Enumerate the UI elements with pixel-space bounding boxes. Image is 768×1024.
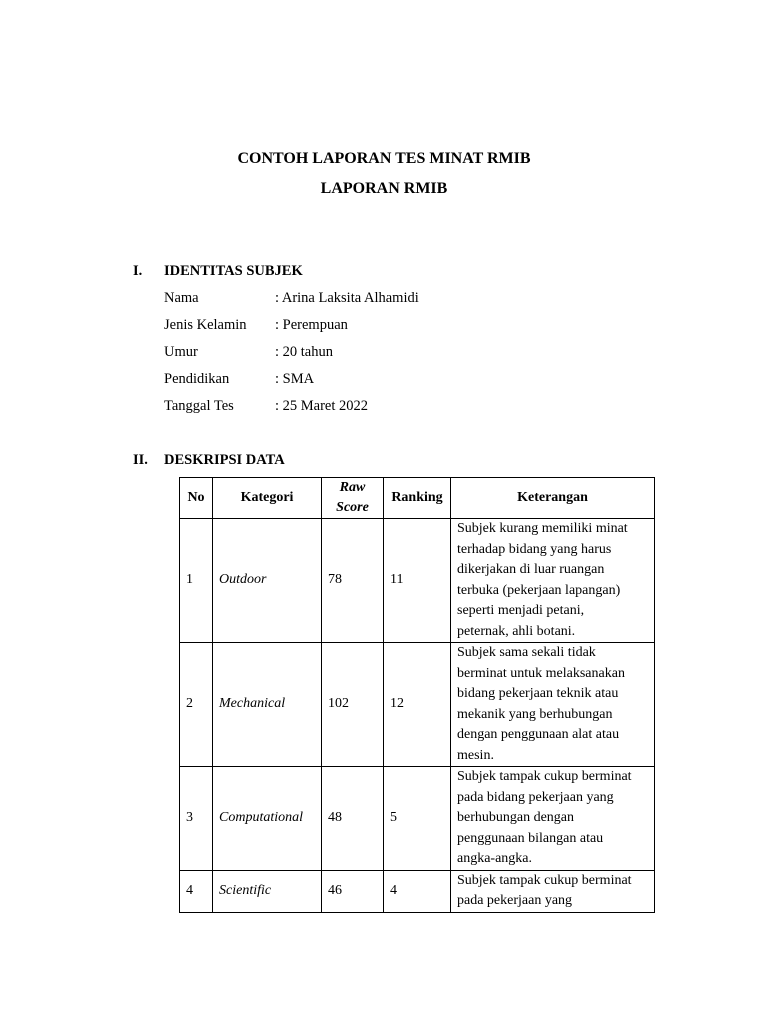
cell-kategori: Outdoor: [213, 519, 322, 643]
cell-kategori: Mechanical: [213, 643, 322, 767]
identity-label: Pendidikan: [164, 371, 230, 387]
cell-raw-score: 48: [322, 767, 384, 871]
identity-value: : Perempuan: [275, 317, 348, 333]
identity-label: Tanggal Tes: [164, 398, 234, 414]
identity-row-pendidikan: [164, 370, 314, 388]
keterangan-line: berminat untuk melaksanakan: [457, 665, 625, 681]
cell-raw-score: 78: [322, 519, 384, 643]
identity-row-jenis-kelamin: [164, 316, 348, 334]
cell-no: 4: [180, 870, 213, 912]
header-raw-line2: Score: [336, 500, 369, 515]
keterangan-line: dengan penggunaan alat atau: [457, 727, 620, 742]
keterangan-line: mekanik yang berhubungan: [457, 706, 613, 722]
table-row: [180, 870, 655, 912]
header-raw-line1: Raw: [339, 480, 366, 495]
header-no: No: [180, 478, 213, 519]
keterangan-line: Subjek tampak cukup berminat: [457, 872, 632, 888]
identity-value: : SMA: [275, 371, 315, 387]
cell-raw-score: 102: [322, 643, 384, 767]
header-raw-score: [322, 478, 384, 519]
keterangan-line: pada bidang pekerjaan yang: [457, 789, 614, 805]
keterangan-line: Subjek kurang memiliki minat: [457, 521, 628, 536]
cell-ranking: 12: [384, 643, 451, 767]
identity-row-nama: [164, 289, 419, 307]
header-keterangan: Keterangan: [451, 478, 655, 519]
identity-value: : Arina Laksita Alhamidi: [275, 290, 419, 306]
identity-label: Jenis Kelamin: [164, 317, 247, 333]
keterangan-line: Subjek tampak cukup berminat: [457, 769, 632, 784]
cell-no: 2: [180, 643, 213, 767]
cell-ranking: 5: [384, 767, 451, 871]
cell-keterangan: [451, 767, 655, 871]
cell-keterangan: [451, 519, 655, 643]
identity-label: Umur: [164, 344, 198, 360]
keterangan-line: seperti menjadi petani,: [457, 603, 585, 618]
section-identitas-heading: [133, 262, 303, 280]
keterangan-line: terbuka (pekerjaan lapangan): [457, 582, 621, 598]
cell-kategori: Computational: [213, 767, 322, 871]
cell-keterangan: [451, 643, 655, 767]
section-number: II.: [133, 452, 148, 468]
table-row: [180, 767, 655, 871]
keterangan-line: angka-angka.: [457, 851, 533, 866]
section-title: DESKRIPSI DATA: [164, 452, 285, 468]
table-row: [180, 643, 655, 767]
cell-no: 3: [180, 767, 213, 871]
identity-row-tanggal-tes: [164, 397, 368, 415]
cell-raw-score: 46: [322, 870, 384, 912]
cell-ranking: 11: [384, 519, 451, 643]
identity-label: Nama: [164, 290, 199, 306]
section-title: IDENTITAS SUBJEK: [164, 263, 303, 279]
document-title: CONTOH LAPORAN TES MINAT RMIB: [237, 150, 531, 167]
identity-row-umur: [164, 343, 333, 361]
header-ranking: Ranking: [384, 478, 451, 519]
identity-value: : 25 Maret 2022: [275, 398, 369, 414]
keterangan-line: pada pekerjaan yang: [457, 893, 573, 908]
keterangan-line: berhubungan dengan: [457, 810, 575, 825]
section-number: I.: [133, 263, 143, 279]
keterangan-line: bidang pekerjaan teknik atau: [457, 686, 619, 701]
table-header-row: [180, 478, 655, 519]
keterangan-line: terhadap bidang yang harus: [457, 541, 612, 557]
cell-ranking: 4: [384, 870, 451, 912]
cell-kategori: Scientific: [213, 870, 322, 912]
keterangan-line: peternak, ahli botani.: [457, 623, 576, 639]
document-subtitle: LAPORAN RMIB: [320, 180, 448, 197]
section-deskripsi-heading: [133, 451, 285, 469]
data-table: [179, 477, 655, 913]
keterangan-line: Subjek sama sekali tidak: [457, 645, 596, 660]
keterangan-line: penggunaan bilangan atau: [457, 830, 604, 846]
header-kategori: Kategori: [213, 478, 322, 519]
keterangan-line: dikerjakan di luar ruangan: [457, 562, 605, 577]
identity-value: : 20 tahun: [275, 344, 333, 360]
cell-no: 1: [180, 519, 213, 643]
table-row: [180, 519, 655, 643]
cell-keterangan: [451, 870, 655, 912]
keterangan-line: mesin.: [457, 747, 494, 763]
